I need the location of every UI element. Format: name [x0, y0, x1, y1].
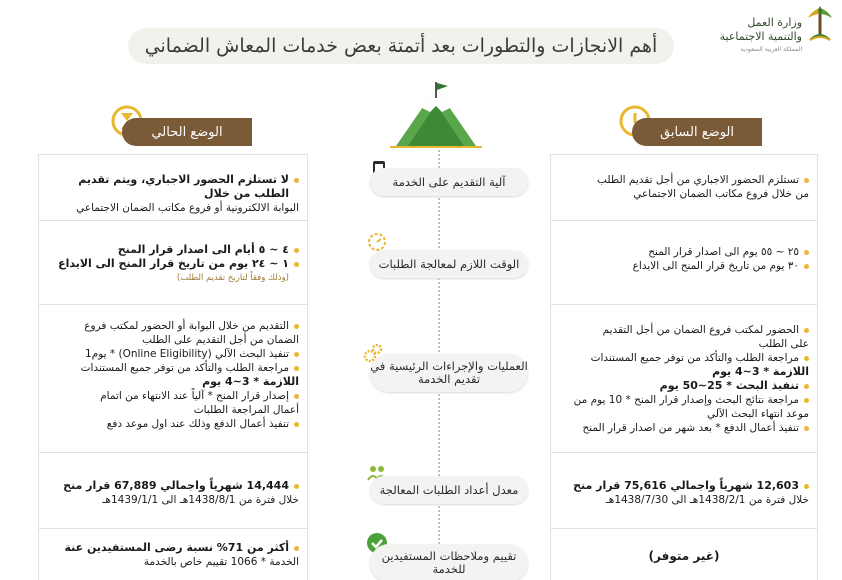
criterion-beneficiary-feedback: تقييم وملاحظات المستفيدين للخدمة	[370, 544, 528, 580]
current-feedback-cell	[39, 528, 307, 580]
stopwatch-icon	[366, 230, 388, 252]
previous-procedure-5: تنفيذ أعمال الدفع * بعد شهر من اصدار قرار المنح	[559, 421, 809, 435]
current-requests-cell	[39, 452, 307, 528]
previous-application-cell	[551, 154, 817, 220]
previous-time-line-2: ٣٠ يوم من تاريخ قرار المنح الى الايداع	[559, 259, 809, 273]
current-status-column	[38, 154, 308, 580]
current-procedures-cell	[39, 304, 307, 452]
current-status-header: الوضع الحالي	[122, 118, 252, 146]
current-application-cell	[39, 154, 307, 220]
current-procedure-3: مراجعة الطلب والتأكد من توفر جميع المستندات	[47, 361, 299, 375]
current-time-cell	[39, 220, 307, 304]
current-procedure-5: تنفيذ أعمال الدفع وذلك عند اول موعد دفع	[47, 417, 299, 431]
previous-requests-cell	[551, 452, 817, 528]
logo-line-3: المملكة العربية السعودية	[740, 46, 802, 53]
current-time-note: (وذلك وفقاً لتاريخ تقديم الطلب)	[176, 273, 289, 283]
mountain-flag-icon	[386, 82, 486, 148]
previous-procedure-4: مراجعة نتائج البحث وإصدار قرار المنح * 10 يوم من	[559, 393, 809, 407]
current-procedure-3b: اللازمة * 3~4 يوم	[202, 375, 299, 388]
previous-procedure-1: الحضور لمكتب فروع الضمان من أجل التقديم	[559, 323, 809, 337]
current-application-line-1: لا تستلزم الحضور الاجباري، ويتم تقديم الطلب من خلال	[47, 173, 299, 201]
logo-line-1: وزارة العمل	[747, 16, 802, 29]
criterion-main-procedures: العمليات والإجراءات الرئيسية في تقديم الخدمة	[370, 354, 528, 392]
ministry-logo	[718, 4, 838, 62]
previous-status-column	[550, 154, 818, 580]
current-time-line-1: ٤ ~ ٥ أيام الى اصدار قرار المنح	[47, 243, 299, 257]
current-procedure-1: التقديم من خلال البوابة أو الحضور لمكتب فروع	[47, 319, 299, 333]
previous-application-line-1: تستلزم الحضور الاجباري من أجل تقديم الطلب	[559, 173, 809, 187]
previous-procedure-4b: موعد انتهاء البحث الآلي	[706, 408, 809, 420]
page-title: أهم الانجازات والتطورات بعد أتمتة بعض خدمات المعاش الضماني	[128, 28, 674, 64]
current-procedure-4b: أعمال المراجعة الطلبات	[193, 404, 299, 416]
criterion-processing-time: الوقت اللازم لمعالجة الطلبات	[370, 250, 528, 278]
previous-feedback-cell	[551, 528, 817, 580]
previous-requests-line-1: 12,603 شهرياً واجمالي 75,616 قرار منح	[559, 479, 809, 493]
current-requests-line-1: 14,444 شهرياً واجمالي 67,889 قرار منح	[47, 479, 299, 493]
current-procedure-2: تنفيذ البحث الآلي (Online Eligibility) * يوم1	[47, 347, 299, 361]
criterion-processed-requests-rate: معدل أعداد الطلبات المعالجة	[370, 476, 528, 504]
previous-procedures-cell	[551, 304, 817, 452]
current-feedback-line-2: الخدمة * 1066 تقييم خاص بالخدمة	[143, 556, 299, 568]
palm-swords-emblem	[806, 4, 834, 44]
previous-status-header: الوضع السابق	[632, 118, 762, 146]
previous-procedure-2b: اللازمة * 3~4 يوم	[712, 365, 809, 378]
previous-time-line-1: ٢٥ ~ ٥٥ يوم الى اصدار قرار المنح	[559, 245, 809, 259]
previous-application-line-2: من خلال فروع مكاتب الضمان الاجتماعي	[633, 188, 809, 200]
current-procedure-4: إصدار قرار المنح * آلياً عند الانتهاء من اتمام	[47, 389, 299, 403]
logo-line-2: والتنمية الاجتماعية	[719, 30, 802, 43]
current-feedback-line-1: أكثر من 71% نسبة رضى المستفيدين عنة	[47, 541, 299, 555]
previous-procedure-2: مراجعة الطلب والتأكد من توفر جميع المستندات	[559, 351, 809, 365]
previous-feedback-unavailable: (غير متوفر)	[648, 549, 720, 563]
previous-procedure-1b: على الطلب	[758, 338, 809, 350]
current-application-line-2: البوابة الالكترونية أو فروع مكاتب الضمان الاجتماعي	[76, 202, 299, 214]
current-time-line-2: ١ ~ ٢٤ يوم من تاريخ قرار المنح الى الايداع	[47, 257, 299, 271]
current-requests-line-2: خلال فترة من 1438/8/1هـ الى 1439/1/1هـ	[102, 494, 299, 506]
previous-requests-line-2: خلال فترة من 1438/2/1هـ الى 1438/7/30هـ	[605, 494, 809, 506]
criterion-application-mechanism: آلية التقديم على الخدمة	[370, 168, 528, 196]
previous-time-cell	[551, 220, 817, 304]
previous-procedure-3: تنفيذ البحث * 25~50 يوم	[559, 379, 809, 393]
current-procedure-1b: الضمان من أجل التقديم على الطلب	[142, 334, 299, 346]
